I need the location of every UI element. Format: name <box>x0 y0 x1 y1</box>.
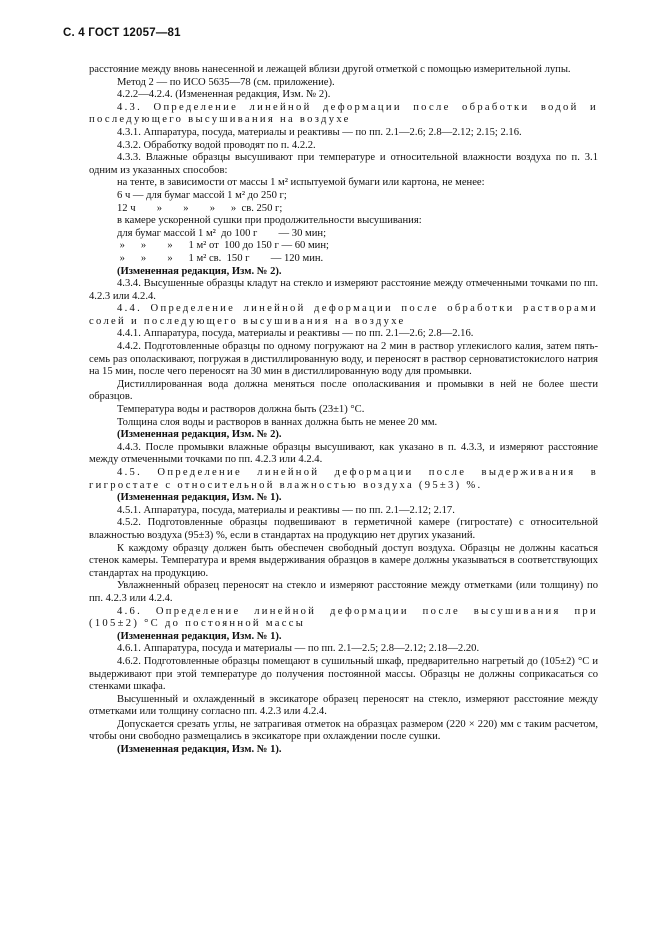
paragraph: расстояние между вновь нанесенной и лежащей вблизи другой отметкой с помощью измерительной лупы. <box>89 64 571 75</box>
paragraph: К каждому образцу должен быть обеспечен свободный доступ воздуха. Образцы не должны касаться стенок камеры. Температура и время выдерживания образцов в камере должны указываться в соответствующих стандартах на продукцию. <box>89 542 598 579</box>
page-header: С. 4 ГОСТ 12057—81 <box>63 27 181 39</box>
paragraph: 4.6.1. Аппаратура, посуда и материалы — по пп. 2.1—2.5; 2.8—2.12; 2.18—2.20. <box>117 643 480 655</box>
list-item: » » » 1 м² св. 150 г — 120 мин. <box>117 252 324 264</box>
amendment-note: (Измененная редакция, Изм. № 2). <box>117 265 282 277</box>
paragraph: 4.3.4. Высушенные образцы кладут на стекло и измеряют расстояние между отмеченными точками по пп. 4.2.3 или 4.2.4. <box>89 278 598 302</box>
paragraph: 4.5.1. Аппаратура, посуда, материалы и реактивы — по пп. 2.1—2.12; 2.17. <box>117 504 455 516</box>
section-heading: 4.4. Определение линейной деформации после обработки растворами солей и последующего высушивания на воздухе <box>89 303 598 327</box>
paragraph: 4.5.2. Подготовленные образцы подвешивают в герметичной камере (гигростате) с относительной влажностью воздуха (95±3) %, если в стандартах на продукцию нет других указаний. <box>89 517 598 541</box>
list-item: в камере ускоренной сушки при продолжительности высушивания: <box>117 215 422 227</box>
paragraph: Допускается срезать углы, не затрагивая отметок на образцах размером (220 × 220) мм с таким расчетом, чтобы они свободно размещались в эксикаторе при охлаждении после сушки. <box>89 718 598 743</box>
paragraph: Дистиллированная вода должна меняться после ополаскивания и промывки в ней не более шести образцов. <box>89 378 598 403</box>
paragraph: 4.3.2. Обработку водой проводят по п. 4.2.2. <box>117 139 316 151</box>
paragraph: Температура воды и растворов должна быть (23±1) °С. <box>117 404 365 416</box>
paragraph: 4.2.2—4.2.4. (Измененная редакция, Изм. № 2). <box>117 89 331 101</box>
list-item: » » » 1 м² от 100 до 150 г — 60 мин; <box>117 240 329 252</box>
amendment-note: (Измененная редакция, Изм. № 1). <box>117 744 282 756</box>
section-heading: 4.3. Определение линейной деформации после обработки водой и последующего высушивания на воздухе <box>89 101 598 126</box>
paragraph: Метод 2 — по ИСО 5635—78 (см. приложение). <box>117 76 335 88</box>
paragraph: Толщина слоя воды и растворов в ваннах должна быть не менее 20 мм. <box>117 416 438 428</box>
paragraph: 4.4.3. После промывки влажные образцы высушивают, как указано в п. 4.3.3, и измеряют расстояние между отмеченными точками по пп. 4.2.3 или 4.2.4. <box>89 441 598 466</box>
list-item: для бумаг массой 1 м² до 100 г — 30 мин; <box>117 227 327 239</box>
paragraph: 4.4.1. Аппаратура, посуда, материалы и реактивы — по пп. 2.1—2.6; 2.8—2.16. <box>117 328 474 340</box>
paragraph: Увлажненный образец переносят на стекло и измеряют расстояние между отметками (или толщину) по пп. 4.2.3 или 4.2.4. <box>89 580 598 604</box>
paragraph: 4.3.3. Влажные образцы высушивают при температуре и относительной влажности воздуха по п. 3.1 одним из указанных способов: <box>89 152 598 176</box>
paragraph: 4.6.2. Подготовленные образцы помещают в сушильный шкаф, предварительно нагретый до (105±2) °С и выдерживают при этой температуре до получения постоянной массы. Образцы не должны соприкасаться со стенками шкафа. <box>89 655 598 693</box>
document-body <box>89 64 598 757</box>
paragraph: Высушенный и охлажденный в эксикаторе образец переносят на стекло, измеряют расстояние между отметками или толщину согласно пп. 4.2.3 или 4.2.4. <box>89 693 598 718</box>
amendment-note: (Измененная редакция, Изм. № 2). <box>117 429 282 441</box>
amendment-note: (Измененная редакция, Изм. № 1). <box>117 630 282 642</box>
list-item: 12 ч » » » » св. 250 г; <box>117 202 283 214</box>
paragraph: 4.4.2. Подготовленные образцы по одному погружают на 2 мин в раствор углекислого калия, затем пять-семь раз ополаскивают, погружая в дистиллированную воду, и переносят в раствор серноватистокислого натрия на 15 мин, после чего переносят на 30 мин в дистиллированную воду для промывки. <box>89 341 598 378</box>
paragraph: на тенте, в зависимости от массы 1 м² испытуемой бумаги или картона, не менее: <box>117 177 485 189</box>
section-heading: 4.6. Определение линейной деформации после высушивания при (105±2) °С до постоянной массы <box>89 605 598 630</box>
list-item: 6 ч — для бумаг массой 1 м² до 250 г; <box>117 189 287 201</box>
paragraph: 4.3.1. Аппаратура, посуда, материалы и реактивы — по пп. 2.1—2.6; 2.8—2.12; 2.15; 2.16. <box>117 126 522 138</box>
amendment-note: (Измененная редакция, Изм. № 1). <box>117 492 282 504</box>
section-heading: 4.5. Определение линейной деформации после выдерживания в гигростате с относительной влажностью воздуха (95±3) %. <box>89 467 598 491</box>
drying-time-list <box>89 190 598 266</box>
